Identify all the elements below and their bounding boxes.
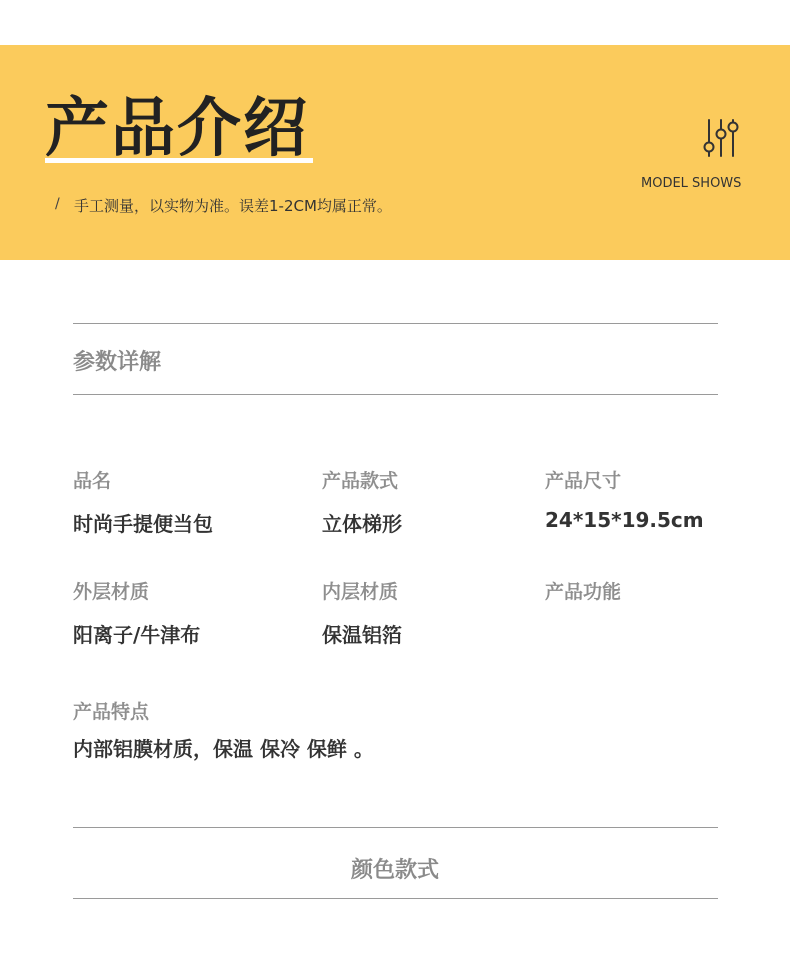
spec-label-size: 产品尺寸	[545, 470, 622, 492]
params-section-title: 参数详解	[73, 350, 162, 375]
spec-value-inner-material: 保温铝箔	[322, 623, 402, 647]
page-title: 产品介绍	[45, 92, 309, 166]
model-shows-text: MODEL SHOWS	[641, 176, 742, 191]
spec-label-outer-material: 外层材质	[73, 581, 150, 603]
note-slash: /	[55, 196, 60, 212]
divider	[73, 898, 718, 899]
spec-value-name: 时尚手提便当包	[73, 512, 213, 536]
measurement-note: 手工测量，以实物为准。误差1-2CM均属正常。	[74, 197, 392, 215]
divider	[73, 394, 718, 395]
spec-label-style: 产品款式	[322, 470, 399, 492]
sliders-icon	[700, 117, 742, 159]
spec-value-outer-material: 阳离子/牛津布	[73, 623, 201, 647]
spec-value-feature: 内部铝膜材质，保温 保冷 保鲜 。	[73, 737, 374, 761]
spec-label-feature: 产品特点	[73, 701, 150, 723]
header-banner	[0, 45, 790, 260]
color-section-title: 颜色款式	[350, 858, 439, 883]
divider	[73, 827, 718, 828]
spec-label-name: 品名	[73, 470, 112, 492]
divider	[73, 323, 718, 324]
spec-label-inner-material: 内层材质	[322, 581, 399, 603]
spec-value-style: 立体梯形	[322, 512, 402, 536]
spec-value-size: 24*15*19.5cm	[545, 508, 704, 532]
spec-label-function: 产品功能	[545, 581, 622, 603]
